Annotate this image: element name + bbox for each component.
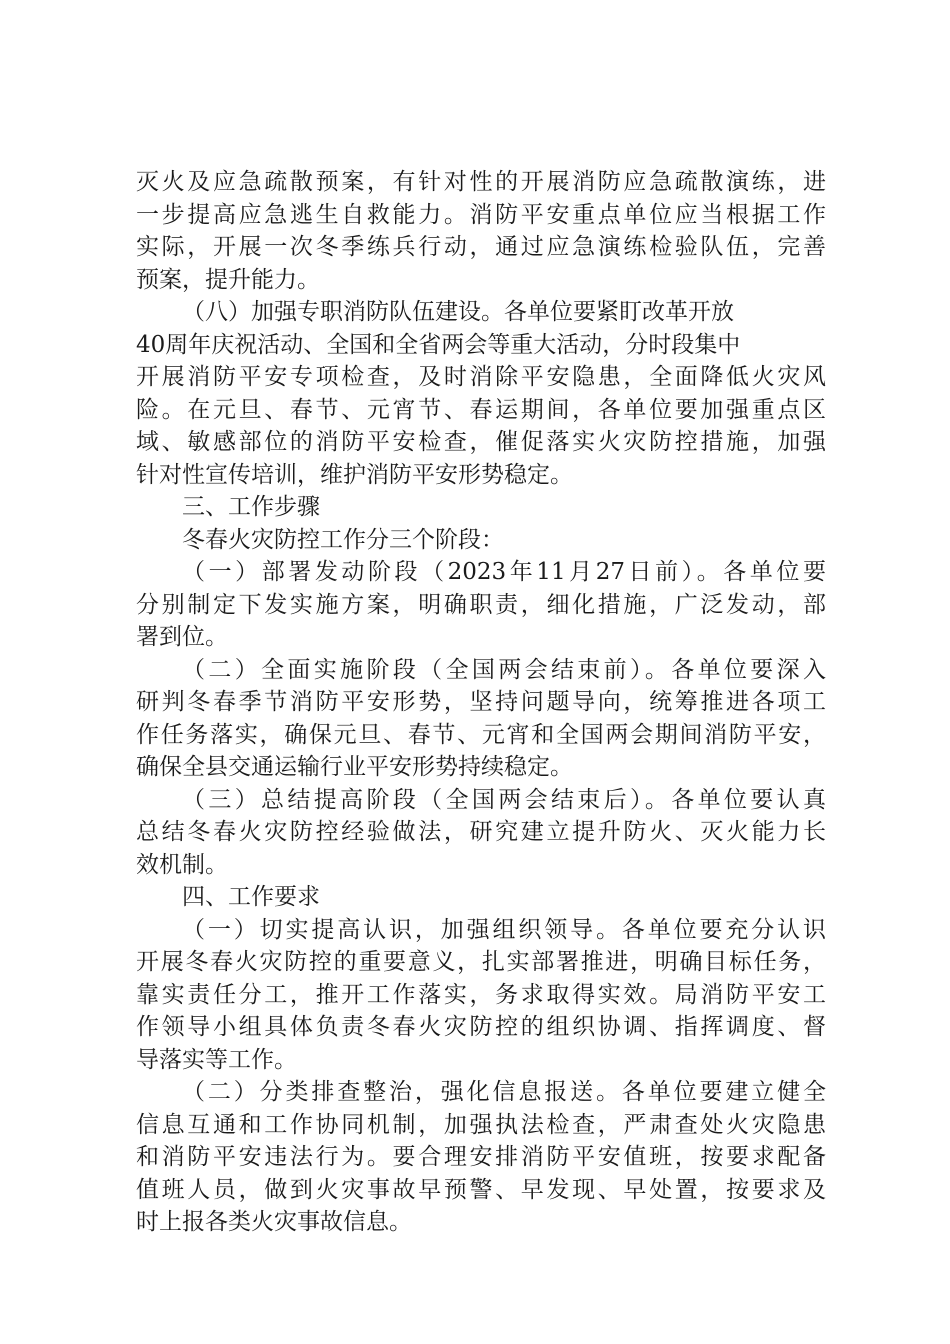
text-line: 险。在元旦、春节、元宵节、春运期间，各单位要加强重点区: [136, 396, 826, 423]
text-line: 作任务落实，确保元旦、春节、元宵和全国两会期间消防平安，: [136, 721, 826, 748]
text-line: （三）总结提高阶段（全国两会结束后）。各单位要认真: [182, 786, 826, 813]
text-line: （一）切实提高认识，加强组织领导。各单位要充分认识: [182, 916, 826, 943]
text-line: 一步提高应急逃生自救能力。消防平安重点单位应当根据工作: [136, 201, 826, 228]
text-line: 研判冬春季节消防平安形势，坚持问题导向，统筹推进各项工: [136, 689, 826, 715]
text-line: 作领导小组具体负责冬春火灾防控的组织协调、指挥调度、督: [136, 1014, 826, 1040]
text-line: （一）部署发动阶段（2023年11月27日前）。各单位要: [182, 559, 826, 585]
text-line: 确保全县交通运输行业平安形势持续稳定。: [136, 754, 573, 780]
text-line: 针对性宣传培训，维护消防平安形势稳定。: [136, 461, 573, 488]
text-line: 预案，提升能力。: [136, 266, 320, 293]
text-line: 灭火及应急疏散预案，有针对性的开展消防应急疏散演练，进: [136, 169, 826, 195]
text-line: 开展消防平安专项检查，及时消除平安隐患，全面降低火灾风: [136, 364, 826, 390]
text-line: 署到位。: [136, 624, 228, 650]
text-line: 40周年庆祝活动、全国和全省两会等重大活动，分时段集中: [136, 331, 741, 358]
text-line: 靠实责任分工，推开工作落实，务求取得实效。局消防平安工: [136, 981, 826, 1008]
text-line: 实际，开展一次冬季练兵行动，通过应急演练检验队伍，完善: [136, 234, 826, 260]
text-line: 域、敏感部位的消防平安检查，催促落实火灾防控措施，加强: [136, 429, 826, 455]
text-line: 三、工作步骤: [182, 494, 320, 520]
text-line: 四、工作要求: [182, 884, 320, 910]
text-line: 效机制。: [136, 851, 228, 878]
text-line: （八）加强专职消防队伍建设。各单位要紧盯改革开放: [182, 299, 734, 325]
text-line: 分别制定下发实施方案，明确职责，细化措施，广泛发动，部: [136, 591, 826, 618]
text-line: 和消防平安违法行为。要合理安排消防平安值班，按要求配备: [136, 1144, 826, 1170]
text-line: 时上报各类火灾事故信息。: [136, 1209, 412, 1235]
text-line: 导落实等工作。: [136, 1046, 297, 1073]
text-line: 总结冬春火灾防控经验做法，研究建立提升防火、灭火能力长: [136, 819, 826, 845]
text-line: （二）分类排查整治，强化信息报送。各单位要建立健全: [182, 1079, 826, 1105]
text-line: 信息互通和工作协同机制，加强执法检查，严肃查处火灾隐患: [136, 1111, 826, 1138]
text-line: 开展冬春火灾防控的重要意义，扎实部署推进，明确目标任务，: [136, 949, 826, 975]
document-body: [136, 166, 826, 1239]
text-line: 冬春火灾防控工作分三个阶段：: [182, 526, 504, 553]
text-line: （二）全面实施阶段（全国两会结束前）。各单位要深入: [182, 656, 826, 683]
text-line: 值班人员，做到火灾事故早预警、早发现、早处置，按要求及: [136, 1176, 826, 1203]
